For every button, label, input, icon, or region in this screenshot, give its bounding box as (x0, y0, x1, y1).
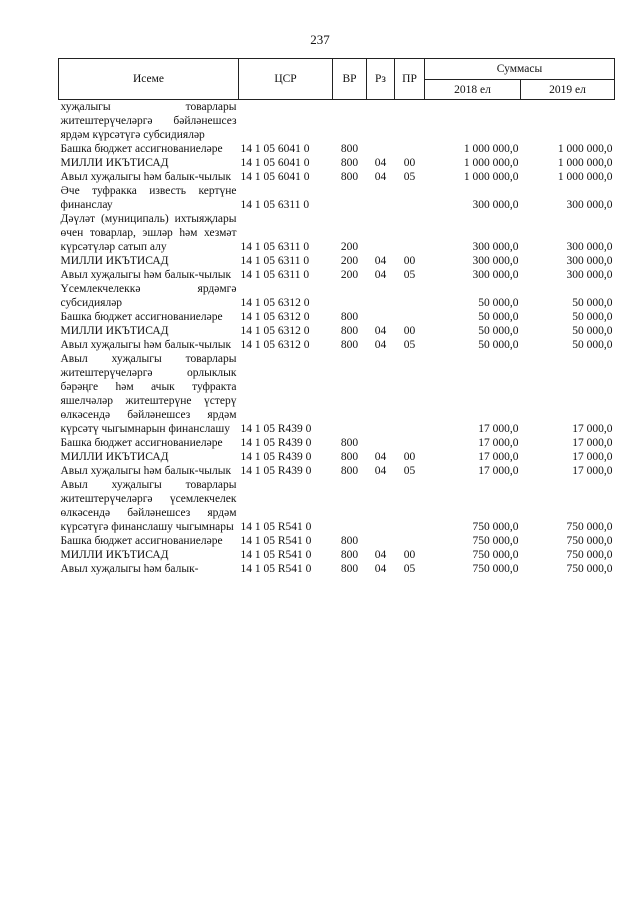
table-row (59, 478, 615, 534)
header-sums: Суммасы (425, 59, 615, 80)
header-name: Исеме (59, 59, 239, 100)
header-pr: ПР (395, 59, 425, 100)
cell-sum-2018: 300 000,0 (472, 241, 519, 253)
cell-sum-2018: 50 000,0 (478, 311, 519, 323)
cell-name: Авыл хуҗалыгы һәм балык- (60, 563, 199, 575)
table-row (59, 450, 615, 464)
cell-csr: 14 1 05 R439 0 (240, 451, 312, 463)
cell-pr (395, 212, 425, 254)
table-row (59, 436, 615, 450)
cell-sum-2019: 300 000,0 (566, 269, 613, 281)
cell-vr: 200 (340, 269, 359, 281)
cell-csr: 14 1 05 6312 0 (240, 311, 310, 323)
cell-pr (395, 282, 425, 310)
cell-sum-2018: 50 000,0 (478, 339, 519, 351)
cell-rz: 04 (374, 563, 387, 575)
header-vr: ВР (333, 59, 367, 100)
cell-rz: 04 (374, 325, 387, 337)
cell-vr: 800 (340, 451, 359, 463)
cell-rz: 04 (374, 157, 387, 169)
cell-name: Башка бюджет ассигнованиеләре (60, 143, 223, 155)
cell-vr (333, 352, 367, 436)
cell-pr: 05 (403, 171, 416, 183)
header-year-2018: 2018 ел (425, 80, 521, 100)
cell-sum-2019: 17 000,0 (572, 423, 613, 435)
cell-pr (395, 310, 425, 324)
cell-sum-2019: 1 000 000,0 (557, 143, 613, 155)
cell-vr: 800 (340, 339, 359, 351)
cell-rz (367, 478, 395, 534)
cell-csr: 14 1 05 R541 0 (240, 563, 312, 575)
cell-name: МИЛЛИ ИКЪТИСАД (60, 325, 169, 337)
cell-name: Авыл хуҗалыгы һәм балык-чылык (60, 269, 232, 281)
cell-name: Авыл хуҗалыгы һәм балык-чылык (60, 465, 232, 477)
cell-sum-2018: 1 000 000,0 (463, 143, 519, 155)
cell-pr: 00 (403, 325, 416, 337)
cell-pr: 05 (403, 563, 416, 575)
cell-pr: 05 (403, 339, 416, 351)
cell-sum-2019: 750 000,0 (566, 563, 613, 575)
cell-pr: 00 (403, 255, 416, 267)
cell-csr: 14 1 05 6311 0 (240, 255, 310, 267)
cell-name: Башка бюджет ассигнованиеләре (60, 311, 223, 323)
cell-name: Башка бюджет ассигнованиеләре (60, 437, 223, 449)
cell-sum-2018: 17 000,0 (478, 423, 519, 435)
table-row (59, 282, 615, 310)
cell-sum-2019: 1 000 000,0 (557, 157, 613, 169)
cell-rz: 04 (374, 171, 387, 183)
cell-vr: 800 (340, 143, 359, 155)
cell-sum-2018: 50 000,0 (478, 297, 519, 309)
cell-rz: 04 (374, 339, 387, 351)
cell-sum-2018: 17 000,0 (478, 437, 519, 449)
table-body (59, 100, 615, 577)
cell-name: МИЛЛИ ИКЪТИСАД (60, 549, 169, 561)
cell-csr: 14 1 05 6312 0 (240, 297, 310, 309)
budget-table (58, 58, 615, 576)
cell-rz (367, 142, 395, 156)
cell-rz (367, 184, 395, 212)
cell-sum-2018: 17 000,0 (478, 465, 519, 477)
table-row (59, 156, 615, 170)
cell-rz (367, 534, 395, 548)
cell-rz: 04 (374, 255, 387, 267)
table-row (59, 212, 615, 254)
cell-vr: 800 (340, 465, 359, 477)
cell-pr (395, 352, 425, 436)
table-row (59, 548, 615, 562)
cell-sum-2019 (521, 100, 615, 143)
cell-rz: 04 (374, 269, 387, 281)
cell-vr: 800 (340, 311, 359, 323)
cell-sum-2019: 750 000,0 (566, 521, 613, 533)
cell-csr: 14 1 05 6312 0 (240, 339, 310, 351)
cell-sum-2018: 750 000,0 (472, 521, 519, 533)
cell-pr: 05 (403, 269, 416, 281)
table-row (59, 142, 615, 156)
cell-name: Авыл хуҗалыгы һәм балык-чылык (60, 339, 232, 351)
cell-pr (395, 478, 425, 534)
cell-pr (395, 534, 425, 548)
cell-sum-2019: 300 000,0 (566, 199, 613, 211)
cell-name: МИЛЛИ ИКЪТИСАД (60, 157, 169, 169)
cell-csr: 14 1 05 R439 0 (240, 423, 312, 435)
cell-rz: 04 (374, 465, 387, 477)
cell-sum-2018: 17 000,0 (478, 451, 519, 463)
cell-sum-2019: 300 000,0 (566, 255, 613, 267)
cell-name: Авыл хуҗалыгы товарлары житештерүчеләргә орлыклык бәрәңге һәм ачык туфракта яшелчәләр житештерүне үстерү өлкәсендә бәйләнешсез ярдәм күрсәтү чыгымнарын финанслашу (60, 353, 237, 435)
table-row (59, 254, 615, 268)
cell-name: Башка бюджет ассигнованиеләре (60, 535, 223, 547)
cell-rz (367, 282, 395, 310)
cell-pr (395, 100, 425, 143)
cell-csr: 14 1 05 6311 0 (240, 199, 310, 211)
table-row (59, 310, 615, 324)
table-row (59, 170, 615, 184)
cell-pr: 00 (403, 549, 416, 561)
cell-sum-2018: 750 000,0 (472, 563, 519, 575)
cell-sum-2019: 17 000,0 (572, 465, 613, 477)
cell-vr (333, 478, 367, 534)
cell-pr: 00 (403, 451, 416, 463)
cell-sum-2019: 50 000,0 (572, 339, 613, 351)
cell-csr: 14 1 05 6311 0 (240, 241, 310, 253)
cell-vr: 800 (340, 437, 359, 449)
cell-sum-2019: 1 000 000,0 (557, 171, 613, 183)
page-number: 237 (310, 32, 330, 47)
cell-rz (367, 436, 395, 450)
table-row (59, 464, 615, 478)
cell-csr: 14 1 05 6312 0 (240, 325, 310, 337)
cell-vr (333, 184, 367, 212)
table-row (59, 268, 615, 282)
cell-sum-2018: 300 000,0 (472, 269, 519, 281)
cell-sum-2019: 50 000,0 (572, 325, 613, 337)
cell-name: Авыл хуҗалыгы һәм балык-чылык (60, 171, 232, 183)
cell-csr: 14 1 05 R439 0 (240, 437, 312, 449)
cell-sum-2019: 300 000,0 (566, 241, 613, 253)
header-csr: ЦСР (239, 59, 333, 100)
cell-vr (333, 282, 367, 310)
cell-csr: 14 1 05 R541 0 (240, 521, 312, 533)
cell-name: Авыл хуҗалыгы товарлары житештерүчеләргә үсемлекчелек өлкәсендә бәйләнешсез ярдәм күрсәтүгә финанслашу чыгымнары (60, 479, 237, 533)
cell-sum-2019: 50 000,0 (572, 297, 613, 309)
table-row (59, 324, 615, 338)
header-year-2019: 2019 ел (521, 80, 615, 100)
cell-rz: 04 (374, 451, 387, 463)
cell-sum-2018: 50 000,0 (478, 325, 519, 337)
cell-pr: 05 (403, 465, 416, 477)
cell-name: Үсемлекчелеккә ярдәмгә субсидияләр (60, 283, 237, 309)
cell-name: МИЛЛИ ИКЪТИСАД (60, 451, 169, 463)
cell-sum-2018: 750 000,0 (472, 549, 519, 561)
cell-csr (239, 100, 333, 143)
cell-csr: 14 1 05 R541 0 (240, 549, 312, 561)
cell-vr: 200 (340, 255, 359, 267)
cell-vr (333, 100, 367, 143)
table-row (59, 338, 615, 352)
cell-name: Дәүләт (муниципаль) ихтыяҗлары өчен товарлар, эшләр һәм хезмәт күрсәтүләр сатып алу (60, 213, 237, 253)
cell-csr: 14 1 05 6041 0 (240, 157, 310, 169)
cell-pr (395, 184, 425, 212)
cell-vr: 800 (340, 157, 359, 169)
cell-sum-2019: 750 000,0 (566, 535, 613, 547)
cell-sum-2018: 1 000 000,0 (463, 157, 519, 169)
cell-csr: 14 1 05 R541 0 (240, 535, 312, 547)
table-row (59, 184, 615, 212)
cell-rz (367, 352, 395, 436)
cell-rz (367, 100, 395, 143)
cell-sum-2018: 1 000 000,0 (463, 171, 519, 183)
cell-vr: 800 (340, 535, 359, 547)
cell-vr: 200 (340, 241, 359, 253)
cell-csr: 14 1 05 6041 0 (240, 171, 310, 183)
cell-vr: 800 (340, 549, 359, 561)
cell-csr: 14 1 05 R439 0 (240, 465, 312, 477)
cell-sum-2018: 750 000,0 (472, 535, 519, 547)
cell-sum-2019: 50 000,0 (572, 311, 613, 323)
header-rz: Рз (367, 59, 395, 100)
table-header-row (59, 59, 615, 80)
table-row (59, 534, 615, 548)
cell-csr: 14 1 05 6041 0 (240, 143, 310, 155)
cell-rz: 04 (374, 549, 387, 561)
cell-name: Әче туфракка известь кертүне финанслау (60, 185, 237, 211)
cell-rz (367, 310, 395, 324)
cell-sum-2018: 300 000,0 (472, 255, 519, 267)
table-row (59, 562, 615, 576)
cell-vr: 800 (340, 171, 359, 183)
cell-pr (395, 142, 425, 156)
cell-name: МИЛЛИ ИКЪТИСАД (60, 255, 169, 267)
cell-vr: 800 (340, 325, 359, 337)
table-row (59, 352, 615, 436)
cell-pr (395, 436, 425, 450)
cell-vr: 800 (340, 563, 359, 575)
cell-pr: 00 (403, 157, 416, 169)
cell-csr: 14 1 05 6311 0 (240, 269, 310, 281)
cell-sum-2018: 300 000,0 (472, 199, 519, 211)
cell-sum-2019: 17 000,0 (572, 437, 613, 449)
cell-sum-2019: 750 000,0 (566, 549, 613, 561)
cell-name: хуҗалыгы товарлары житештерүчеләргә бәйләнешсез ярдәм күрсәтүгә субсидияләр (60, 101, 237, 141)
cell-sum-2019: 17 000,0 (572, 451, 613, 463)
table-row (59, 100, 615, 143)
cell-sum-2018 (425, 100, 521, 143)
cell-rz (367, 212, 395, 254)
